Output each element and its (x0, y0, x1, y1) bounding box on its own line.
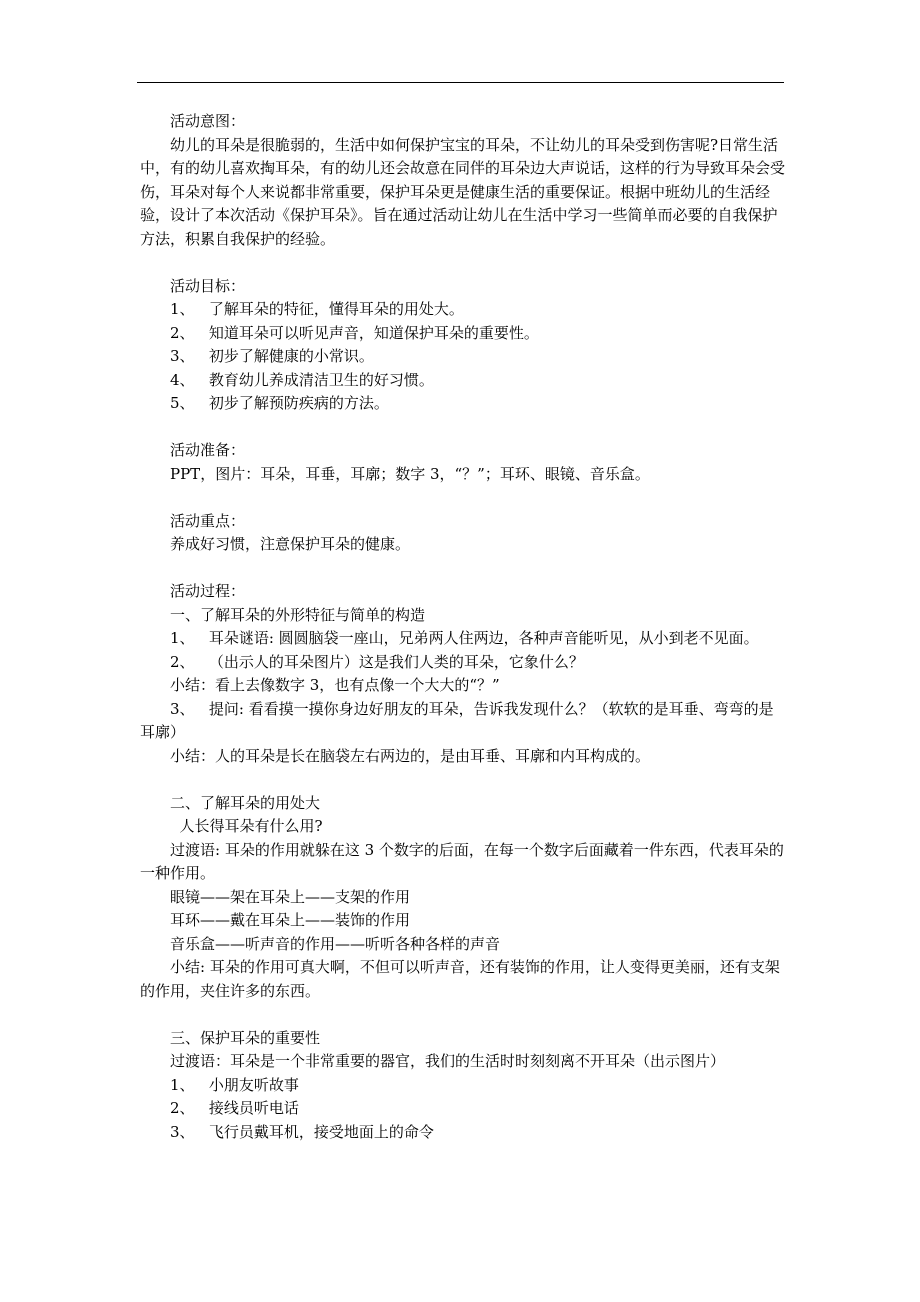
focus-text: 养成好习惯，注意保护耳朵的健康。 (170, 535, 411, 553)
goal-item-1: 1、 了解耳朵的特征，懂得耳朵的用处大。 (170, 300, 464, 318)
preparation-text: PPT，图片：耳朵，耳垂，耳廓；数字 3，“？”；耳环、眼镜、音乐盒。 (170, 464, 650, 483)
part1-title: 一、了解耳朵的外形特征与简单的构造 (170, 605, 426, 624)
process-heading: 活动过程： (170, 582, 246, 600)
header-rule (137, 82, 784, 83)
intent-heading: 活动意图： (170, 112, 246, 130)
focus-heading: 活动重点： (170, 511, 246, 530)
goal-item-5: 5、 初步了解预防疾病的方法。 (170, 394, 389, 412)
part2-earring: 耳环——戴在耳朵上——装饰的作用 (170, 911, 411, 929)
part2-glasses: 眼镜——架在耳朵上——支架的作用 (170, 887, 411, 906)
part2-transition: 过渡语: 耳朵的作用就躲在这 3 个数字的后面，在每一个数字后面藏着一件东西，代表耳朵的一种作用。 (140, 840, 784, 882)
preparation-heading: 活动准备： (170, 441, 246, 459)
part3-item-3: 3、 飞行员戴耳机，接受地面上的命令 (170, 1122, 434, 1141)
part2-title: 二、了解耳朵的用处大 (170, 793, 321, 812)
part1-question: 3、 提问: 看看摸一摸你身边好朋友的耳朵，告诉我发现什么？（软软的是耳垂、弯弯的是耳廓） (140, 699, 774, 741)
goal-item-3: 3、 初步了解健康的小常识。 (170, 347, 374, 365)
part3-transition: 过渡语：耳朵是一个非常重要的器官，我们的生活时时刻刻离不开耳朵（出示图片） (170, 1052, 726, 1070)
part3-title: 三、保护耳朵的重要性 (170, 1028, 321, 1047)
intent-paragraph: 幼儿的耳朵是很脆弱的，生活中如何保护宝宝的耳朵，不让幼儿的耳朵受到伤害呢?日常生活中，有的幼儿喜欢掏耳朵，有的幼儿还会故意在同伴的耳朵边大声说话，这样的行为导致耳朵会受伤，耳朵对每个人来说都非常重要，保护耳朵更是健康生活的重要保证。根据中班幼儿的生活经验，设计了本次活动《保护耳朵》。旨在通过活动让幼儿在生活中学习一些简单而必要的自我保护方法，积累自我保护的经验。 (140, 135, 786, 248)
part1-riddle: 1、 耳朵谜语: 圆圆脑袋一座山，兄弟两人住两边，各种声音能听见，从小到老不见面。 (170, 629, 759, 647)
part2-music-box: 音乐盒——听声音的作用——听听各种各样的声音 (170, 934, 501, 953)
goals-heading: 活动目标： (170, 276, 246, 295)
goal-item-4: 4、 教育幼儿养成清洁卫生的好习惯。 (170, 370, 434, 389)
part2-summary: 小结: 耳朵的作用可真大啊，不但可以听声音，还有装饰的作用，让人变得更美丽，还有支架的作用，夹住许多的东西。 (140, 958, 780, 1000)
part2-question: 人长得耳朵有什么用? (170, 817, 323, 835)
document-body (140, 110, 788, 1144)
part1-summary-b: 小结：人的耳朵是长在脑袋左右两边的，是由耳垂、耳廓和内耳构成的。 (170, 746, 651, 765)
goal-item-2: 2、 知道耳朵可以听见声音，知道保护耳朵的重要性。 (170, 323, 539, 342)
part1-picture: 2、 （出示人的耳朵图片）这是我们人类的耳朵，它象什么？ (170, 652, 584, 671)
part3-item-1: 1、 小朋友听故事 (170, 1075, 299, 1094)
part3-item-2: 2、 接线员听电话 (170, 1099, 299, 1117)
part1-summary-a: 小结：看上去像数字 3，也有点像一个大大的“？” (170, 676, 500, 694)
